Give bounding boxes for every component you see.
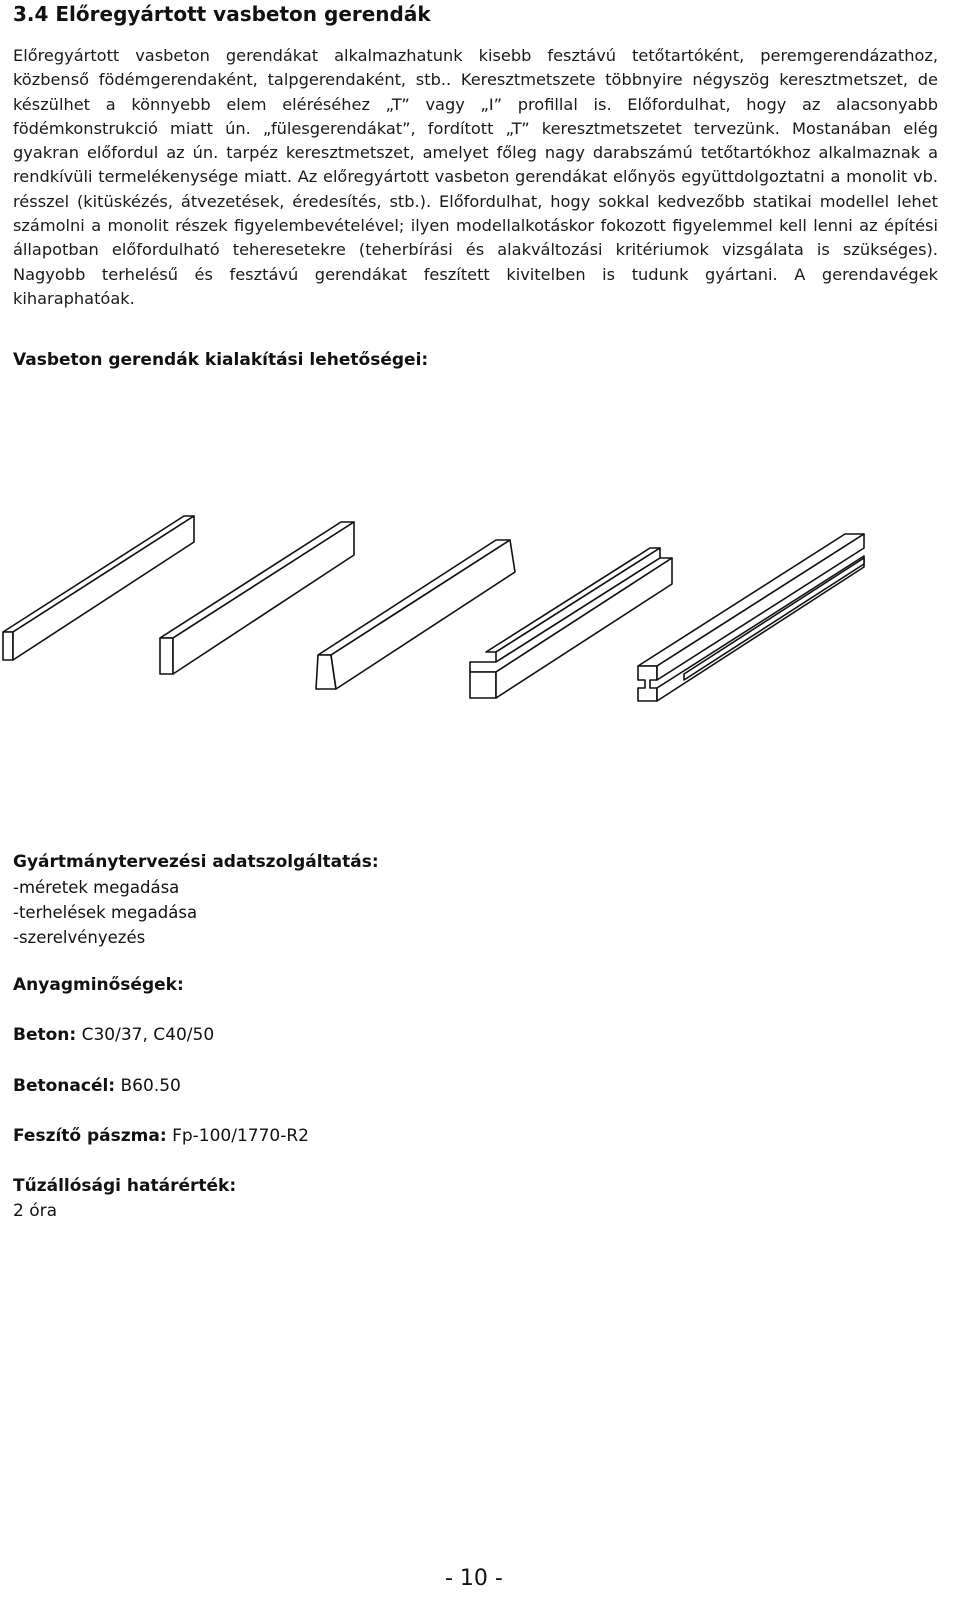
list-item: -terhelések megadása	[13, 903, 198, 922]
service-title: Gyártmánytervezési adatszolgáltatás:	[13, 852, 379, 872]
page-title: 3.4 Előregyártott vasbeton gerendák	[13, 2, 431, 26]
beam-profiles-illustration	[0, 500, 960, 740]
steel-spec: Betonacél: B60.50	[13, 1076, 181, 1096]
page-number: - 10 -	[445, 1566, 503, 1591]
intro-paragraph: Előregyártott vasbeton gerendákat alkalmazhatunk kisebb fesztávú tetőtartóként, peremgerendázathoz, közbenső födémgerendaként, talpgerendaként, stb.. Keresztmetszete többnyire négyszög keresztmetszet, de készülhet a könnyebb elem eléréséhez „T” vagy „I” profillal is. Előfordulhat, hogy az alacsonyabb födémkonstrukció miatt ún. „fülesgerendákat”, fordított „T” keresztmetszetet tervezünk. Mostanában elég gyakran előfordul az ún. tarpéz keresztmetszet, amelyet főleg nagy darabszámú tetőtartókhoz alkalmaznak a rendkívüli termelékenysége miatt. Az előregyártott vasbeton gerendákat előnyös együttdolgoztatni a monolit vb. résszel (kitüskézés, átvezetések, éredesítés, stb.). Előfordulhat, hogy sokkal kedvezőbb statikai modellel lehet számolni a monolit részek figyelembevételével; ilyen modellalkotáskor fokozott figyelemmel kell lenni az építési állapotban előfordulható teheresetekre (teherbírási és alakváltozási kritériumok vizsgálata is szükséges). Nagyobb terhelésű és fesztávú gerendákat feszített kivitelben is tudunk gyártani. A gerendavégek kiharaphatóak.	[13, 46, 938, 308]
concrete-spec: Beton: C30/37, C40/50	[13, 1025, 215, 1045]
list-item: -méretek megadása	[13, 878, 180, 897]
list-item: -szerelvényezés	[13, 928, 146, 947]
fire-rating-label: Tűzállósági határérték:	[13, 1176, 237, 1196]
section-heading-beam-options: Vasbeton gerendák kialakítási lehetőségei:	[13, 350, 429, 370]
strand-spec: Feszítő pászma: Fp-100/1770-R2	[13, 1126, 309, 1146]
materials-title: Anyagminőségek:	[13, 975, 184, 995]
service-list	[13, 875, 197, 950]
fire-rating-value: 2 óra	[13, 1201, 58, 1221]
